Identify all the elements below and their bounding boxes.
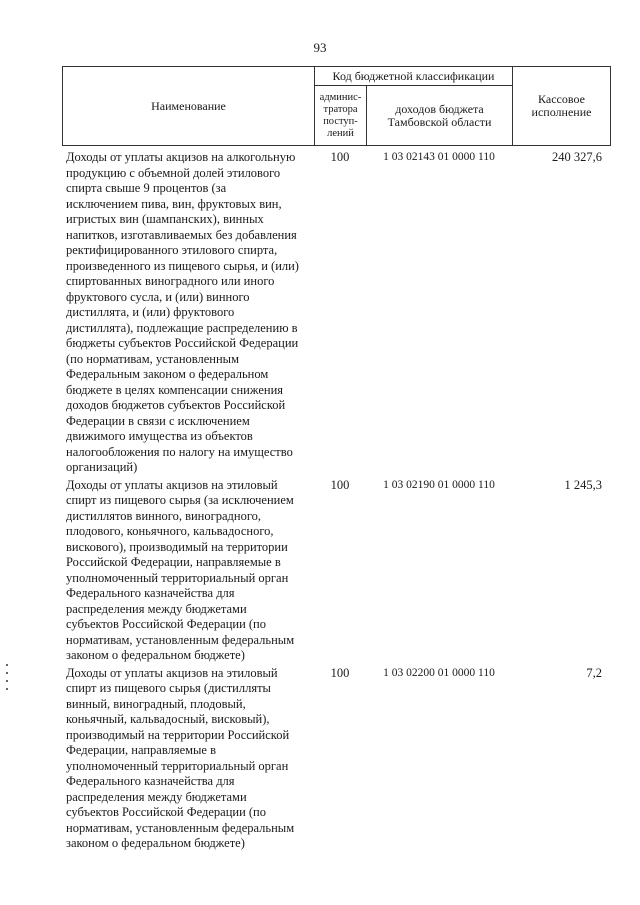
name-line: исключением пива, вин, фруктовых вин, [66,196,282,211]
name-line: нормативам, установленным федеральным [66,632,295,647]
name-line: игристых вин (шампанских), винных [66,212,264,226]
name-line: движимого имущества из объектов [66,429,253,443]
row-budget-code: 1 03 02190 01 0000 110 [383,478,495,491]
name-line: (по нормативам, установленным [66,351,239,366]
name-line: Федеральным законом о федеральном [66,367,269,381]
name-line: законом о федеральном бюджете) [66,648,245,662]
name-line: субъектов Российской Федерации (по [66,617,266,631]
name-line: Федерального казначейства для [66,774,235,788]
scan-speck [6,672,8,674]
name-line: Доходы от уплаты акцизов на этиловый [66,477,278,492]
name-line: производимый на территории Российской [66,727,290,742]
name-line: Российской Федерации, направляемые в [66,555,281,569]
name-line: субъектов Российской Федерации (по [66,805,266,819]
table-row [62,478,610,664]
name-line: Федерации, направляемые в [66,743,216,757]
scan-speck [6,688,8,690]
name-line: уполномоченный территориальный орган [66,570,289,585]
row-admin-code: 100 [330,477,350,492]
header-amount-line: Кассовое [538,92,585,106]
row-amount: 7,2 [586,665,602,680]
name-line: произведенного из пищевого сырья, и (или) [66,258,299,273]
row-budget-code: 1 03 02143 01 0000 110 [383,151,495,163]
table-body [62,150,610,852]
header-code-group: Код бюджетной классификации [315,67,513,86]
name-line: дистиллята, и (или) фруктового [66,305,235,319]
page-number: 93 [313,40,327,55]
name-line: коньячный, кальвадосный, висковый), [66,712,270,726]
name-line: Доходы от уплаты акцизов на алкогольную [66,150,296,164]
name-line: бюджете в целях компенсации снижения [66,382,284,397]
name-line: доходов бюджетов субъектов Российской [66,398,286,412]
name-line: распределения между бюджетами [66,601,247,616]
header-admin [315,86,367,146]
name-line: винный, виноградный, плодовый, [66,696,246,711]
name-line: плодового, коньячного, кальвадосного, [66,524,274,538]
name-line: спирт из пищевого сырья (за исключением [66,493,294,507]
name-line: бюджеты субъектов Российской Федерации [66,336,299,350]
name-line: напитков, изготавливаемых без добавления [66,227,297,242]
name-line: спиртованных виноградного или иного [66,274,275,288]
table-header [62,66,611,146]
row-amount: 240 327,6 [552,150,602,164]
row-name [62,150,314,476]
header-admin-line: поступ- [323,115,358,127]
header-admin-line: админис- [319,91,362,103]
row-amount: 1 245,3 [564,477,602,492]
row-name [62,666,314,852]
name-line: Федерации в связи с исключением [66,413,250,428]
name-line: нормативам, установленным федеральным [66,820,295,835]
name-line: организаций) [66,460,138,474]
name-line: ректифицированного этилового спирта, [66,243,278,257]
row-name [62,478,314,664]
name-line: фруктового сусла, и (или) винного [66,289,250,304]
scan-speck [6,664,8,666]
name-line: Федерального казначейства для [66,586,235,600]
header-amount [513,67,611,146]
header-admin-line: тратора [323,103,358,115]
name-line: распределения между бюджетами [66,789,247,804]
name-line: спирта свыше 9 процентов (за [66,181,227,195]
header-admin-line: лений [327,127,354,139]
name-line: законом о федеральном бюджете) [66,836,245,850]
row-admin-code: 100 [330,150,350,164]
name-line: продукцию с объемной долей этилового [66,165,281,180]
name-line: налогообложения по налогу на имущество [66,444,293,459]
name-line: спирт из пищевого сырья (дистилляты [66,681,271,695]
header-income-line: Тамбовской области [387,114,492,129]
scan-speck [6,680,8,682]
name-line: дистиллята), подлежащие распределению в [66,320,298,335]
header-income [367,86,513,146]
name-line: уполномоченный территориальный орган [66,758,289,773]
header-income-line: доходов бюджета [395,101,484,116]
name-line: дистиллятов винного, виноградного, [66,508,262,523]
name-line: Доходы от уплаты акцизов на этиловый [66,665,278,680]
table-row [62,150,610,476]
row-budget-code: 1 03 02200 01 0000 110 [383,666,495,679]
name-line: вискового), производимый на территории [66,539,288,554]
header-name: Наименование [63,67,315,146]
header-amount-line: исполнение [531,105,592,119]
table-row [62,666,610,852]
row-admin-code: 100 [330,665,350,680]
